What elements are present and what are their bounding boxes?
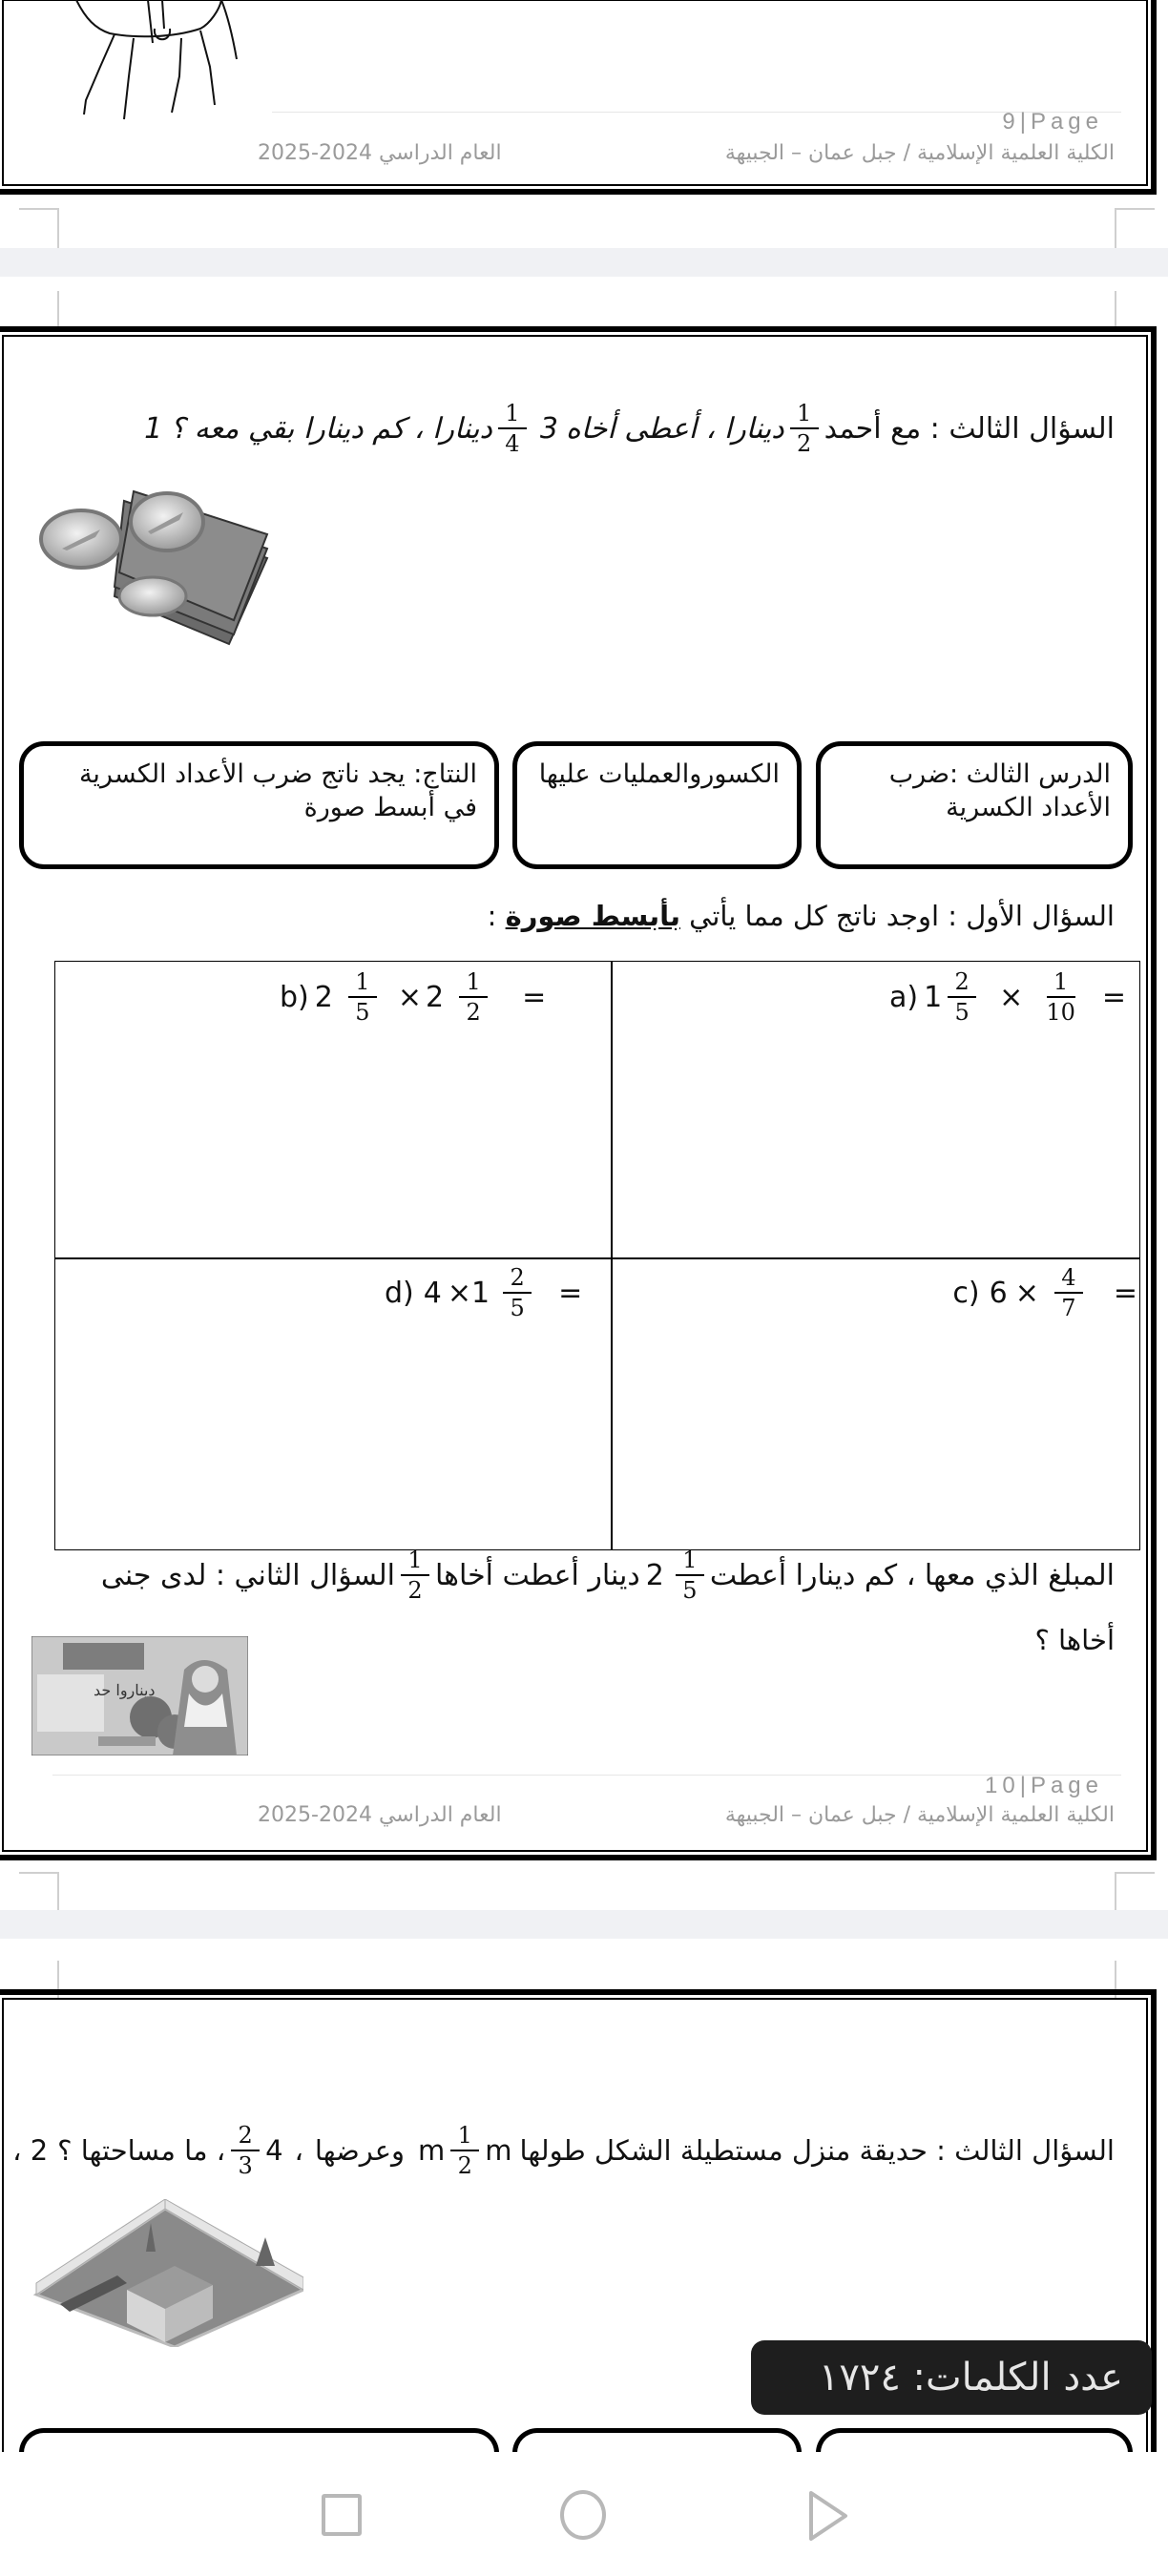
- fraction: $\frac{1}{5}$: [676, 1548, 704, 1604]
- question-3-text: السؤال الثالث : مع أحمد $\frac{1}{2}$ دينارا ، أعطى أخاه 3 $\frac{1}{4}$ دينارا ، كم دينارا بقي معه ؟ 1: [144, 400, 1115, 458]
- fraction: $\frac{1}{4}$: [498, 401, 527, 457]
- footer-year: العام الدراسي 2024-2025: [258, 1803, 502, 1827]
- exercise-c: c) 6 × $\frac{4}{7}$ =: [952, 1264, 1137, 1322]
- fraction: $\frac{1}{2}$: [401, 1548, 429, 1604]
- fraction: $\frac{1}{2}$: [450, 2123, 479, 2179]
- crop-mark: [19, 208, 59, 248]
- question-2-text: المبلغ الذي معها ، كم دينارا أعطت $\frac{1}{5}$ 2 دينار أعطت أخاها $\frac{1}{2}$ السؤال الثاني : لدى جنى: [100, 1547, 1115, 1605]
- fraction: $\frac{2}{3}$: [231, 2123, 260, 2179]
- home-button[interactable]: [560, 2490, 606, 2540]
- fraction: $\frac{1}{2}$: [790, 401, 819, 457]
- crop-mark: [19, 291, 59, 329]
- footer-school: الكلية العلمية الإسلامية / جبل عمان – الجبيهة: [724, 141, 1115, 165]
- exercise-a: a) 1 $\frac{2}{5}$ × $\frac{1}{10}$ =: [888, 968, 1126, 1027]
- crop-mark: [1115, 208, 1155, 248]
- horse-rider-illustration: [57, 0, 258, 124]
- garden-question-text: السؤال الثالث : حديقة منزل مستطيلة الشكل طولها m $\frac{1}{2}$ m وعرضها ، 4 $\frac{2}{3}$ ، ما مساحتها ؟ 2 ،: [12, 2122, 1115, 2180]
- footer-divider: [272, 112, 1121, 113]
- crop-mark: [1115, 291, 1155, 329]
- question-1-heading: السؤال الأول : اوجد ناتج كل مما يأتي بأبسط صورة :: [487, 900, 1115, 932]
- crop-mark: [1115, 1872, 1155, 1912]
- svg-text:ديناروا حد: ديناروا حد: [94, 1681, 156, 1699]
- word-count-toast: عدد الكلمات: ١٧٢٤: [751, 2340, 1152, 2415]
- lesson-box: الدرس الثالث :ضرب الأعداد الكسرية: [816, 741, 1133, 869]
- page-gap: [0, 248, 1168, 277]
- page-number: 10|Page: [985, 1773, 1103, 1798]
- back-button[interactable]: [807, 2490, 849, 2542]
- page-number: 9|Page: [1002, 109, 1103, 135]
- question-3-label: السؤال الثالث : مع أحمد: [824, 411, 1115, 446]
- footer-school: الكلية العلمية الإسلامية / جبل عمان – الجبيهة: [724, 1803, 1115, 1827]
- footer-year: العام الدراسي 2024-2025: [258, 141, 502, 165]
- banknote-illustration: [31, 1636, 248, 1755]
- crop-mark: [19, 1872, 59, 1912]
- money-illustration: [38, 482, 296, 654]
- question-2-line2: أخاها ؟: [1034, 1624, 1115, 1656]
- exercise-b: b) 2 $\frac{1}{5}$ × 2 $\frac{1}{2}$ =: [280, 968, 547, 1027]
- unit-box: الكسوروالعمليات عليها: [512, 741, 802, 869]
- outcome-box: النتاج: يجد ناتج ضرب الأعداد الكسرية في أبسط صورة: [19, 741, 499, 869]
- footer-divider: [52, 1775, 1121, 1776]
- recents-button[interactable]: [322, 2494, 362, 2536]
- navigation-bar: [0, 2452, 1168, 2576]
- page-gap: [0, 1910, 1168, 1939]
- emphasis-text: بأبسط صورة: [505, 900, 680, 932]
- garden-illustration: [31, 2199, 303, 2347]
- exercise-d: d) 4 × 1 $\frac{2}{5}$ =: [385, 1264, 583, 1322]
- exercise-grid: [54, 961, 1140, 1550]
